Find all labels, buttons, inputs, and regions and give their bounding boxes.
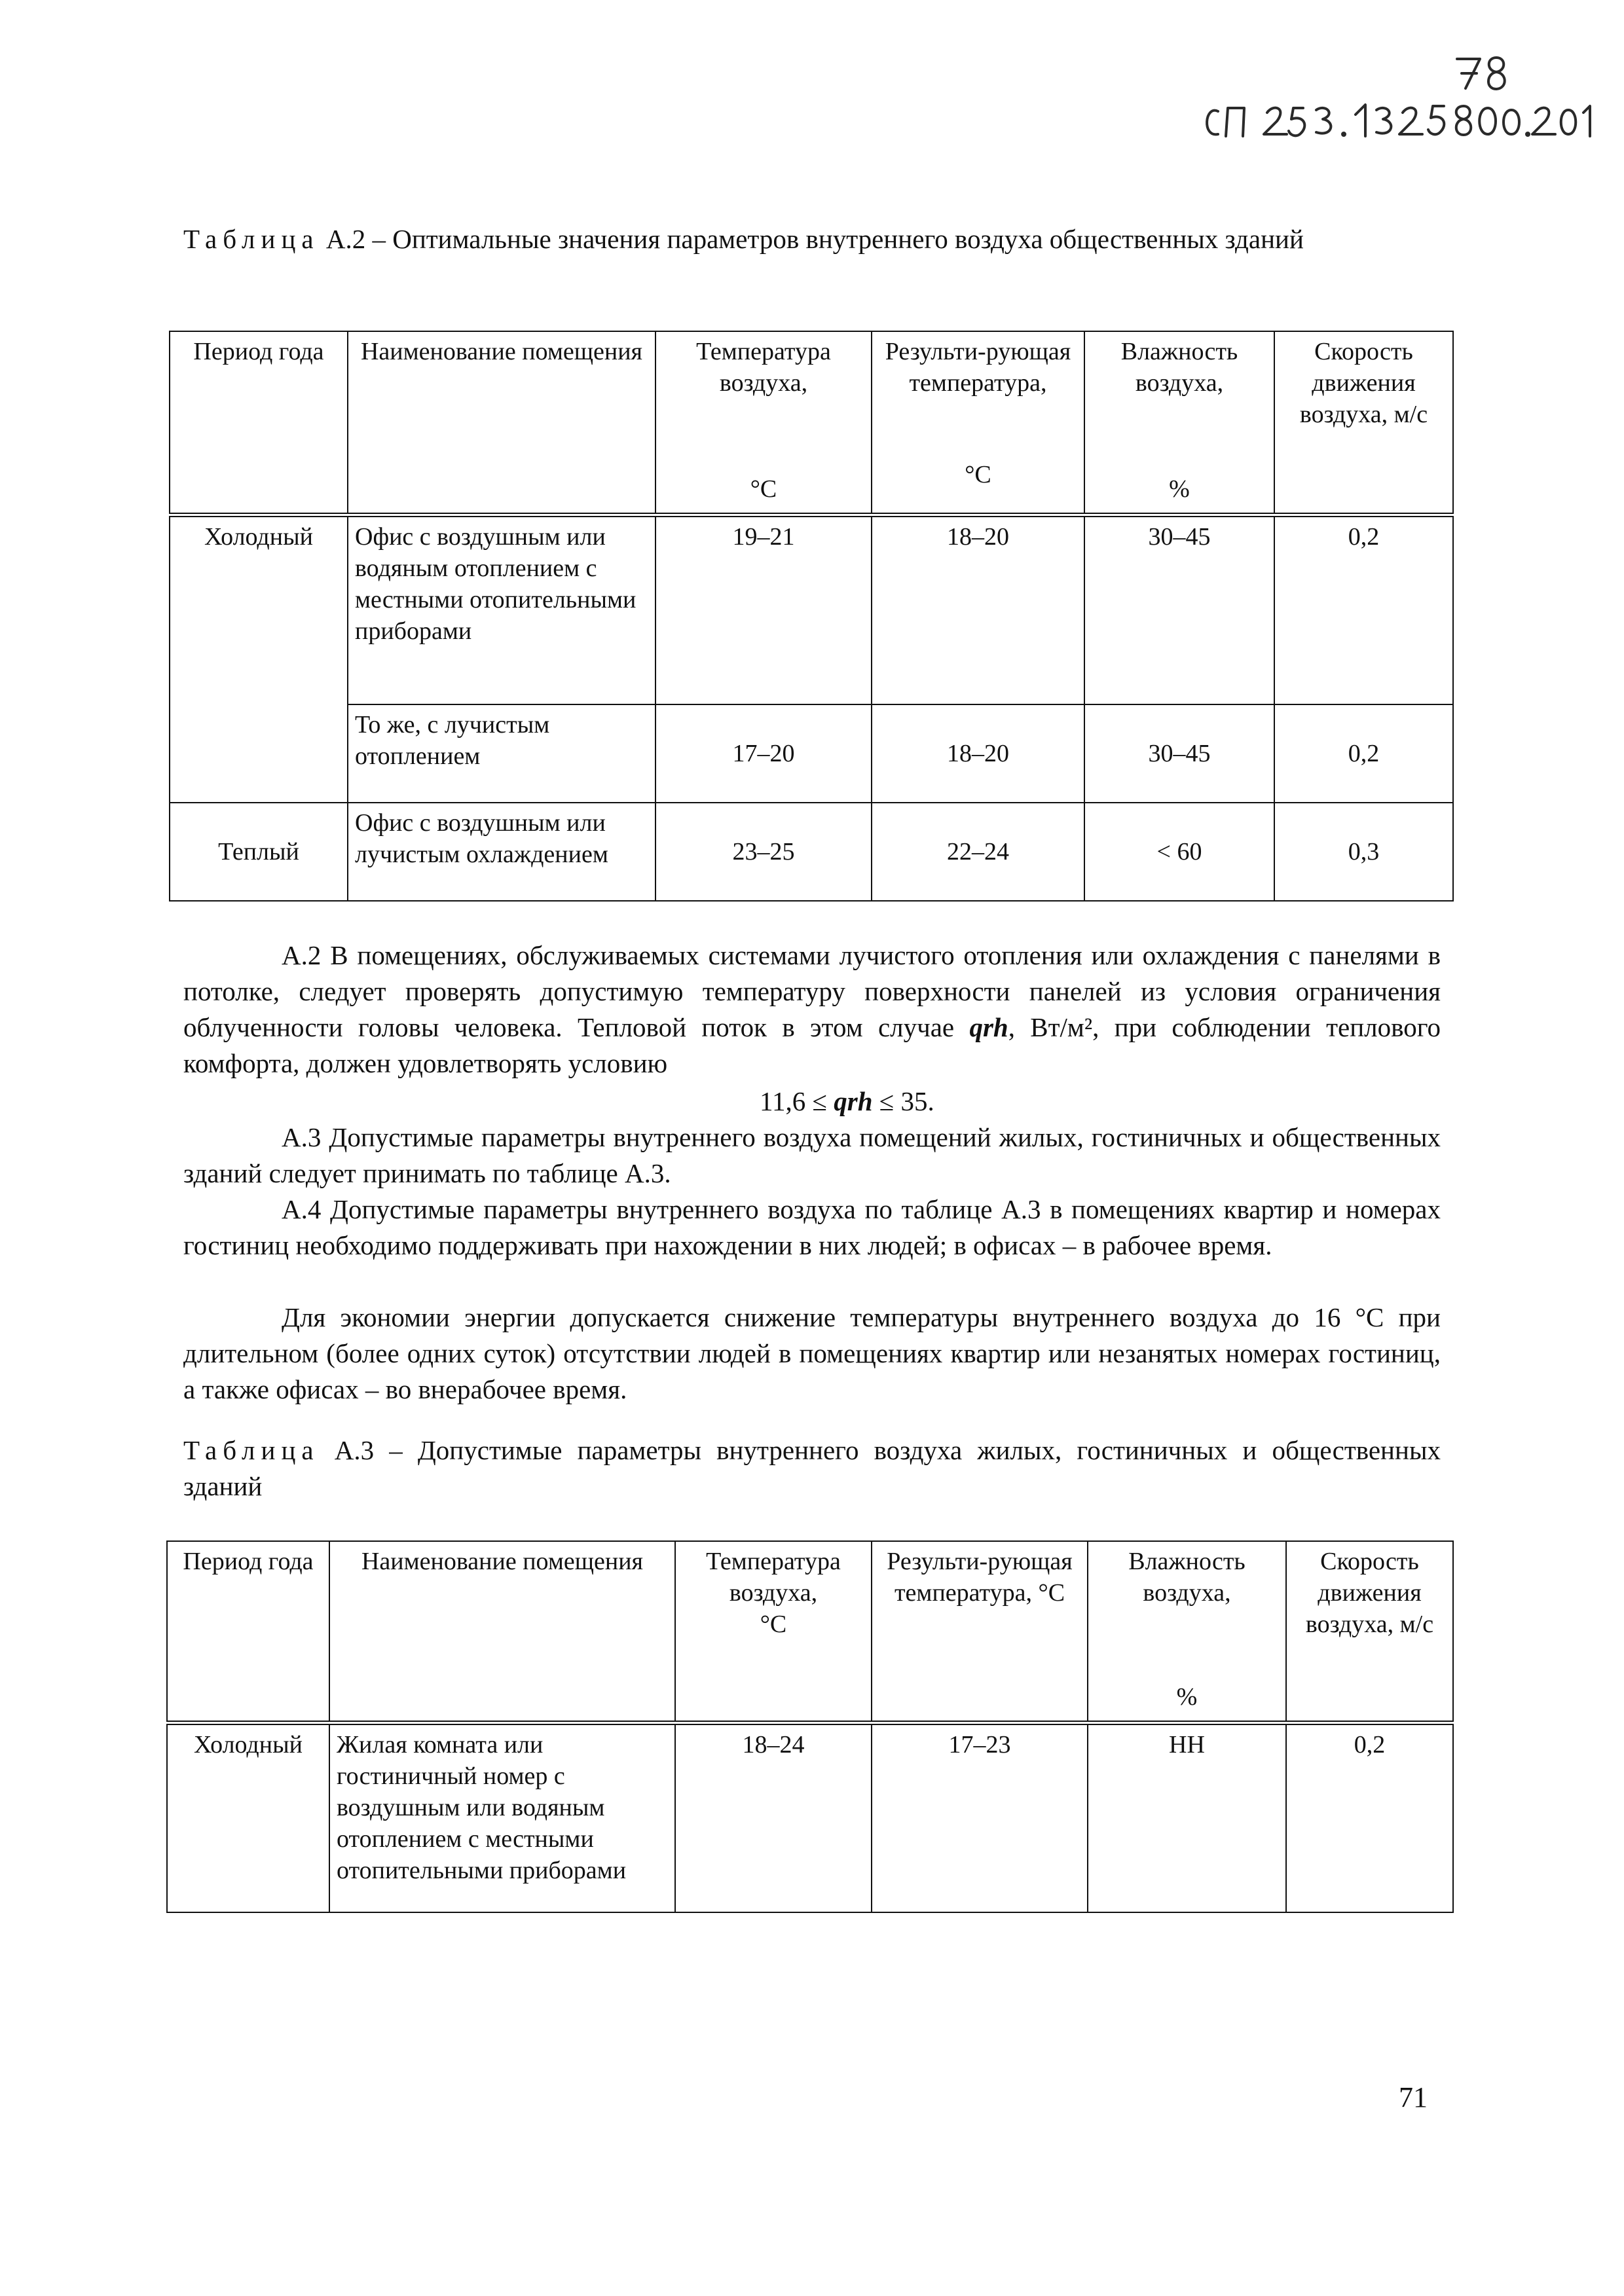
- header-result-temp-label: Результи-рующая температура,: [885, 338, 1071, 397]
- cell-result-temp: 18–20: [872, 515, 1084, 704]
- header-air-temp-label: Температура воздуха,: [696, 338, 831, 397]
- header-humidity-label: Влажность воздуха,: [1128, 1548, 1246, 1607]
- table-a2: [169, 331, 1454, 902]
- header-air-temp-unit: °С: [760, 1611, 787, 1638]
- paragraph-a3: А.3 Допустимые параметры внутреннего воздуха помещений жилых, гостиничных и общественных зданий следует принимать по таблице А.3.: [183, 1122, 1441, 1188]
- header-air-temp-unit: °С: [750, 475, 777, 503]
- header-humidity-unit: %: [1176, 1683, 1198, 1711]
- cell-room: Офис с воздушным или водяным отоплением с местными отопительными приборами: [348, 515, 655, 704]
- paragraph-a2-text: А.2 В помещениях, обслуживаемых системами лучистого отопления или охлаждения с панелями в потолке, следует проверять допустимую температуру поверхности панелей из условия ограничения облученности головы человека. Тепловой поток в этом случае: [183, 940, 1441, 1042]
- cell-room: Жилая комната или гостиничный номер с воздушным или водяным отоплением с местными отопительными приборами: [329, 1722, 675, 1912]
- cell-room: То же, с лучистым отоплением: [348, 704, 655, 803]
- table-a2-header-row: [170, 331, 1453, 515]
- table-a2-caption-text: А.2 – Оптимальные значения параметров внутреннего воздуха общественных зданий: [325, 224, 1304, 254]
- formula-symbol: qrh: [834, 1086, 873, 1116]
- header-room: Наименование помещения: [329, 1541, 675, 1722]
- header-air-temp: [675, 1541, 872, 1722]
- cell-speed: 0,2: [1274, 704, 1453, 803]
- page-number: 71: [1399, 2081, 1428, 2113]
- header-humidity-unit: %: [1169, 475, 1190, 503]
- formula-left: 11,6 ≤: [760, 1086, 827, 1116]
- cell-air-temp: 17–20: [655, 704, 872, 803]
- heat-flux-unit: , Вт/м²,: [1008, 1012, 1099, 1042]
- cell-humidity: НН: [1088, 1722, 1286, 1912]
- header-period: Период года: [170, 331, 348, 515]
- paragraph-a4: А.4 Допустимые параметры внутреннего воздуха по таблице А.3 в помещениях квартир и номерах гостиниц необходимо поддерживать при нахождении в них людей; в офисах – в рабочее время.: [183, 1194, 1441, 1260]
- cell-air-temp: 18–24: [675, 1722, 872, 1912]
- header-speed: Скорость движения воздуха, м/с: [1286, 1541, 1453, 1722]
- header-result-temp: [872, 331, 1084, 515]
- table-a2-label: Таблица: [183, 224, 320, 254]
- cell-period: Холодный: [167, 1722, 329, 1912]
- table-a3-header-row: [167, 1541, 1453, 1722]
- table-a3-caption: [183, 1432, 1441, 1504]
- formula-right: ≤ 35.: [879, 1086, 934, 1116]
- paragraph-energy: Для экономии энергии допускается снижение температуры внутреннего воздуха до 16 °С при длительном (более одних суток) отсутствии людей в помещениях квартир или незанятых номерах гостиниц, а также офисах – во внерабочее время.: [183, 1302, 1441, 1404]
- heat-flux-symbol: qrh: [969, 1012, 1008, 1042]
- cell-result-temp: 17–23: [872, 1722, 1088, 1912]
- header-period: Период года: [167, 1541, 329, 1722]
- cell-result-temp: 22–24: [872, 803, 1084, 901]
- header-air-temp: [655, 331, 872, 515]
- table-row: [170, 704, 1453, 803]
- paragraph-a2: [183, 938, 1441, 1082]
- cell-humidity: 30–45: [1084, 515, 1274, 704]
- header-result-temp: Результи-рующая температура, °С: [872, 1541, 1088, 1722]
- handwritten-annotation: [1198, 39, 1591, 157]
- cell-speed: 0,2: [1286, 1722, 1453, 1912]
- header-result-temp-unit: °С: [965, 460, 991, 488]
- cell-room: Офис с воздушным или лучистым охлаждением: [348, 803, 655, 901]
- table-a3: [166, 1540, 1454, 1913]
- table-row: [170, 803, 1453, 901]
- header-speed: Скорость движения воздуха, м/с: [1274, 331, 1453, 515]
- cell-period: Теплый: [170, 803, 348, 901]
- table-a3-caption-text: А.3 – Допустимые параметры внутреннего воздуха жилых, гостиничных и общественных зданий: [183, 1435, 1441, 1501]
- cell-speed: 0,2: [1274, 515, 1453, 704]
- cell-speed: 0,3: [1274, 803, 1453, 901]
- header-room: Наименование помещения: [348, 331, 655, 515]
- header-humidity: [1088, 1541, 1286, 1722]
- cell-air-temp: 23–25: [655, 803, 872, 901]
- table-a3-label: Таблица: [183, 1435, 320, 1465]
- cell-period: Холодный: [170, 515, 348, 803]
- table-row: [170, 515, 1453, 704]
- header-humidity-label: Влажность воздуха,: [1120, 338, 1238, 397]
- cell-result-temp: 18–20: [872, 704, 1084, 803]
- header-humidity: [1084, 331, 1274, 515]
- formula: [760, 1084, 934, 1120]
- cell-humidity: 30–45: [1084, 704, 1274, 803]
- table-a2-caption: [183, 221, 1441, 257]
- cell-humidity: < 60: [1084, 803, 1274, 901]
- paragraph-a2-end: при соблюдении теплового комфорта, должен удовлетворять условию: [183, 1012, 1441, 1078]
- table-row: [167, 1722, 1453, 1912]
- header-air-temp-label: Температура воздуха,: [706, 1548, 841, 1607]
- cell-air-temp: 19–21: [655, 515, 872, 704]
